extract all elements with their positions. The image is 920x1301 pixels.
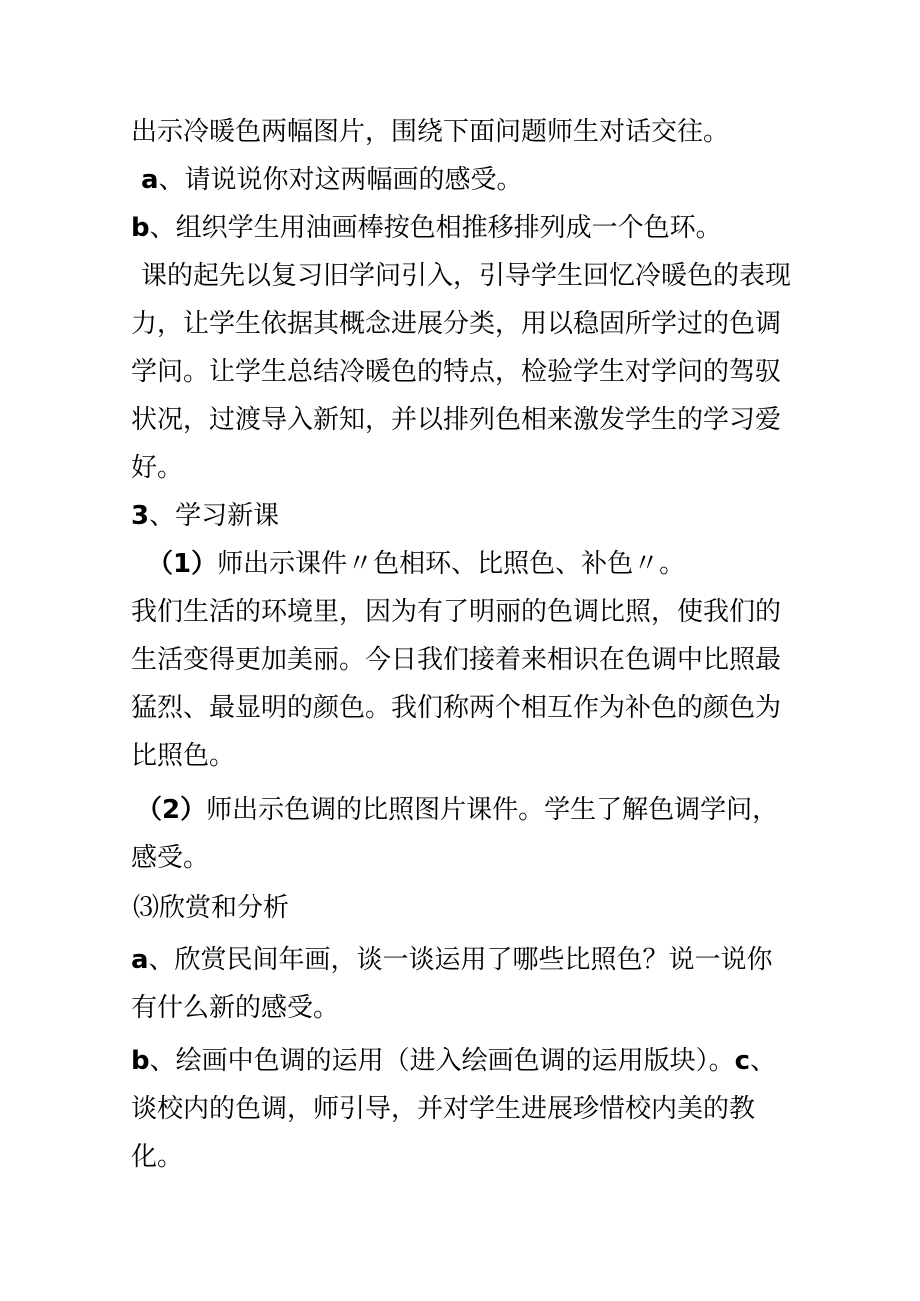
para-1-line-1: 课的起先以复习旧学问引入，引导学生回忆冷暖色的表现 xyxy=(141,261,792,291)
sub-a-text: 、欣赏民间年画，谈一谈运用了哪些比照色？说一说你 xyxy=(148,945,773,975)
step-2-continuation: 感受。 xyxy=(131,843,210,873)
item-b-label: b xyxy=(131,213,150,243)
sub-c-line: 谈校内的色调，师引导，并对学生进展珍惜校内美的教 xyxy=(131,1094,756,1124)
para-2-line-4: 比照色。 xyxy=(131,741,236,771)
para-2-line-1: 我们生活的环境里，因为有了明丽的色调比照，使我们的 xyxy=(131,597,782,627)
sub-a-label: a xyxy=(131,945,149,975)
sub-b-text: 、绘画中色调的运用（进入绘画色调的运用版块）。 xyxy=(149,1046,735,1076)
step-2-line xyxy=(136,793,778,827)
intro-text: 出示冷暖色两幅图片，围绕下面问题师生对话交往。 xyxy=(131,117,730,147)
item-a-line xyxy=(141,163,523,197)
para-1-line-2: 力，让学生依据其概念进展分类，用以稳固所学过的色调 xyxy=(131,309,782,339)
para-2-line-3: 猛烈、最显明的颜色。我们称两个相互作为补色的颜色为 xyxy=(131,693,782,723)
heading-3-number: 3 xyxy=(131,501,150,531)
heading-3-text: 、学习新课 xyxy=(149,501,280,531)
step-1-line xyxy=(147,547,685,581)
item-b-text: 、组织学生用油画棒按色相推移排列成一个色环。 xyxy=(149,213,722,243)
step-3-line: ⑶欣赏和分析 xyxy=(133,893,290,923)
item-a-label: a xyxy=(141,165,159,195)
sub-a-line xyxy=(131,943,773,977)
step-2-text: 师出示色调的比照图片课件。学生了解色调学问， xyxy=(206,795,779,825)
sub-b-label: b xyxy=(131,1046,150,1076)
item-b-line xyxy=(131,211,722,245)
step-1-text: 师出示课件〃色相环、比照色、补色〃。 xyxy=(217,549,686,579)
sub-c-label: c xyxy=(734,1046,751,1076)
sub-c-line-2: 化。 xyxy=(131,1142,184,1172)
sub-a-continuation: 有什么新的感受。 xyxy=(131,993,340,1023)
para-1-line-3: 学问。让学生总结冷暖色的特点，检验学生对学问的驾驭 xyxy=(131,357,782,387)
step-2-label: （2） xyxy=(136,795,207,825)
sub-c-separator: 、 xyxy=(750,1046,777,1076)
item-a-text: 、请说说你对这两幅画的感受。 xyxy=(158,165,523,195)
sub-b-line xyxy=(131,1044,776,1078)
para-1-line-5: 好。 xyxy=(131,453,184,483)
para-1-line-4: 状况，过渡导入新知，并以排列色相来激发学生的学习爱 xyxy=(131,405,782,435)
step-1-label: （1） xyxy=(147,549,218,579)
para-2-line-2: 生活变得更加美丽。今日我们接着来相识在色调中比照最 xyxy=(131,645,782,675)
intro-line xyxy=(131,115,729,149)
heading-3 xyxy=(131,499,279,533)
